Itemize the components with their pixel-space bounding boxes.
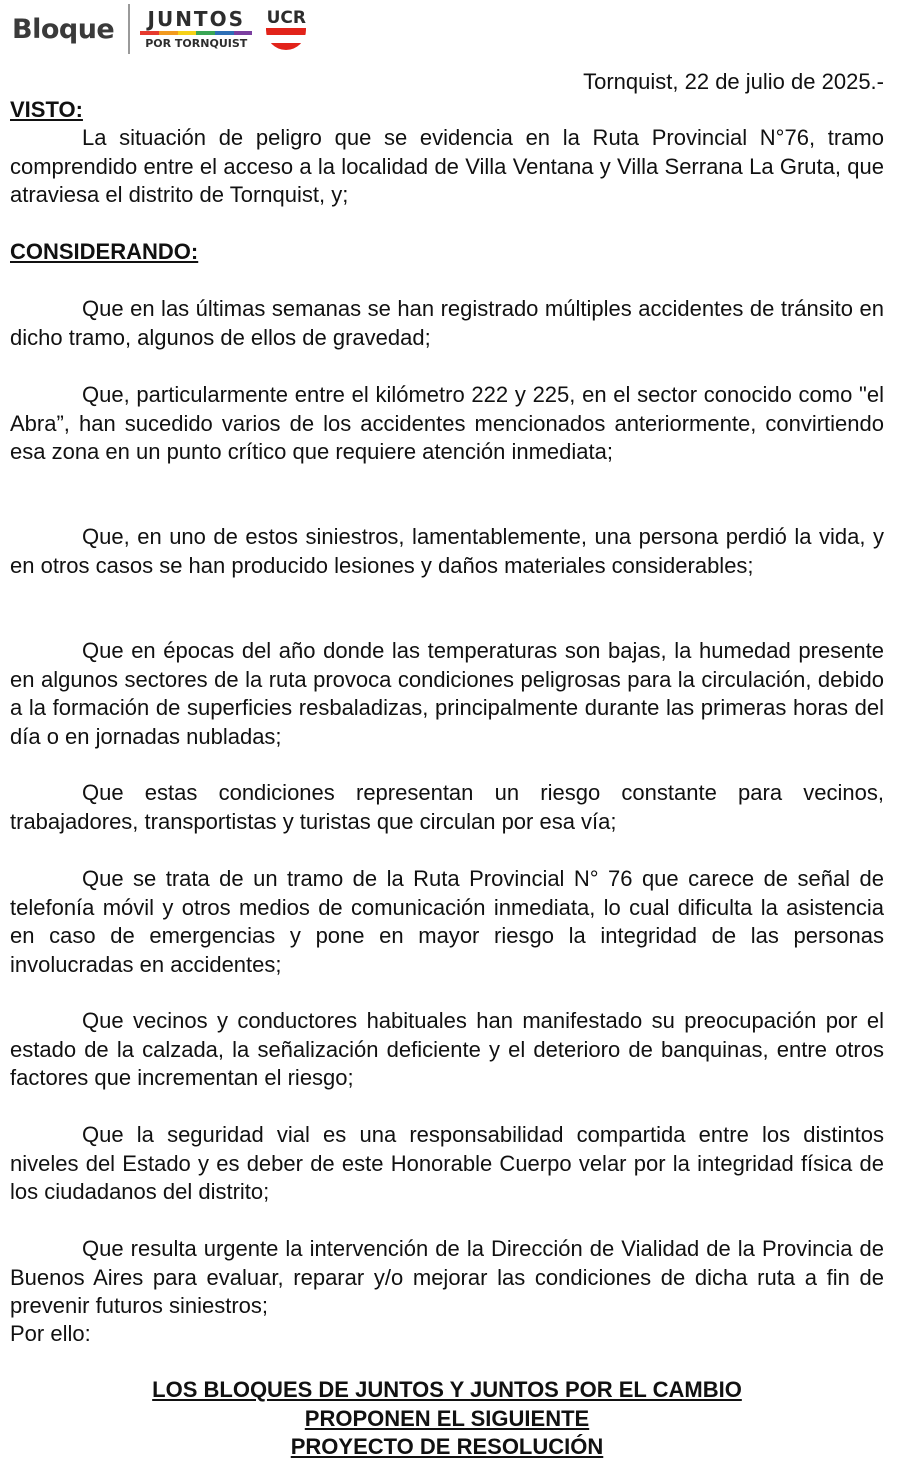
document-date: Tornquist, 22 de julio de 2025.- [583, 69, 884, 94]
juntos-logo-text: JUNTOS [147, 7, 245, 31]
letterhead [12, 2, 306, 56]
logo-divider [128, 4, 130, 54]
considerando-paragraph-5: Que estas condiciones representan un riesgo constante para vecinos, trabajadores, transportistas y turistas que circulan por esa vía; [10, 780, 884, 834]
color-bar-segment [178, 31, 197, 35]
color-bar-segment [234, 31, 253, 35]
ucr-logo [266, 8, 306, 50]
ucr-logo-text: UCR [266, 8, 306, 28]
resolution-title-line-1: LOS BLOQUES DE JUNTOS Y JUNTOS POR EL CAMBIO [152, 1377, 742, 1402]
juntos-color-bar [140, 31, 252, 35]
color-bar-segment [140, 31, 159, 35]
por-ello-text: Por ello: [10, 1321, 91, 1346]
juntos-logo [140, 8, 252, 50]
por-tornquist-text: POR TORNQUIST [145, 37, 248, 50]
resolution-title [10, 1376, 884, 1462]
color-bar-segment [215, 31, 234, 35]
resolution-title-line-3: PROYECTO DE RESOLUCIÓN [290, 1434, 604, 1459]
considerando-paragraph-1: Que en las últimas semanas se han registrado múltiples accidentes de tránsito en dicho tramo, algunos de ellos de gravedad; [10, 296, 884, 350]
visto-paragraph: La situación de peligro que se evidencia en la Ruta Provincial N°76, tramo comprendido entre el acceso a la localidad de Villa Ventana y Villa Serrana La Gruta, que atraviesa el distrito de Tornquist, y; [10, 125, 884, 207]
considerando-heading: CONSIDERANDO: [10, 239, 199, 264]
visto-heading: VISTO: [10, 97, 83, 122]
considerando-paragraph-6: Que se trata de un tramo de la Ruta Provincial N° 76 que carece de señal de telefonía móvil y otros medios de comunicación inmediata, lo cual dificulta la asistencia en caso de emergencias y pone en mayor riesgo la integridad de las personas involucradas en accidentes; [10, 866, 884, 977]
considerando-paragraph-3: Que, en uno de estos siniestros, lamentablemente, una persona perdió la vida, y en otros casos se han producido lesiones y daños materiales considerables; [10, 524, 884, 578]
ucr-flag-icon [266, 28, 306, 50]
color-bar-segment [159, 31, 178, 35]
considerando-paragraph-9: Que resulta urgente la intervención de la Dirección de Vialidad de la Provincia de Buenos Aires para evaluar, reparar y/o mejorar las condiciones de dicha ruta a fin de prevenir futuros siniestros; [10, 1236, 884, 1318]
bloque-logo-text: Bloque [12, 13, 115, 45]
resolution-title-line-2: PROPONEN EL SIGUIENTE [304, 1405, 590, 1431]
color-bar-segment [196, 31, 215, 35]
considerando-paragraph-7: Que vecinos y conductores habituales han manifestado su preocupación por el estado de la calzada, la señalización deficiente y el deterioro de banquinas, entre otros factores que incrementan el riesgo; [10, 1008, 884, 1090]
considerando-paragraph-4: Que en épocas del año donde las temperaturas son bajas, la humedad presente en algunos sectores de la ruta provoca condiciones peligrosas para la circulación, debido a la formación de superficies resbaladizas, principalmente durante las primeras horas del día o en jornadas nubladas; [10, 638, 884, 749]
considerando-paragraph-8: Que la seguridad vial es una responsabilidad compartida entre los distintos niveles del Estado y es deber de este Honorable Cuerpo velar por la integridad física de los ciudadanos del distrito; [10, 1122, 884, 1204]
considerando-paragraph-2: Que, particularmente entre el kilómetro 222 y 225, en el sector conocido como "el Abra”, han sucedido varios de los accidentes mencionados anteriormente, convirtiendo esa zona en un punto crítico que requiere atención inmediata; [10, 382, 884, 464]
